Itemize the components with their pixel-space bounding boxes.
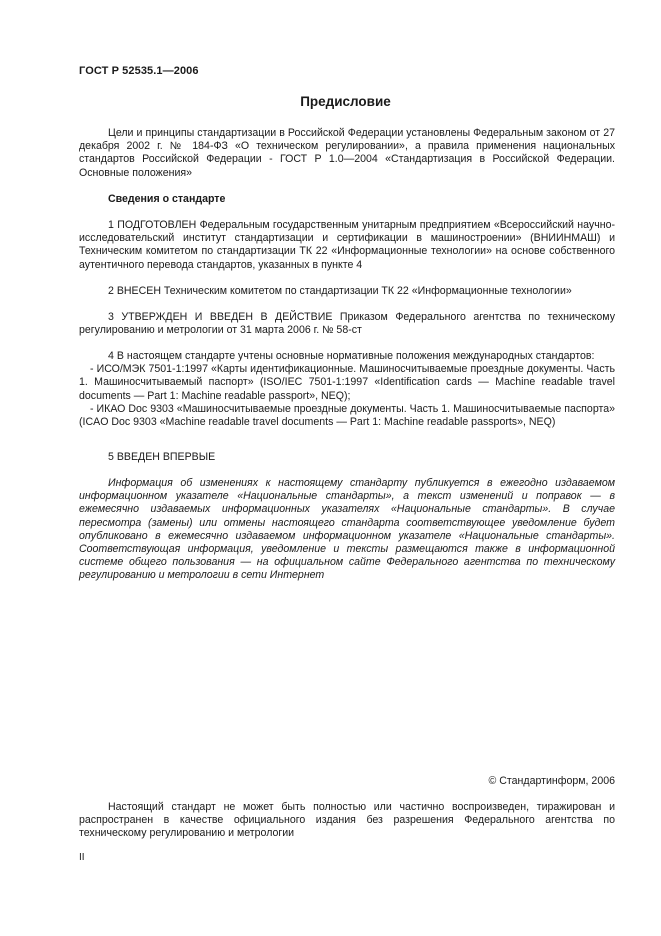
item-4-international-standards [79,350,615,429]
legal-notice: Настоящий стандарт не может быть полностью или частично воспроизведен, тиражирован и распространен в качестве официального издания без разрешения Федерального агентства по техническому регулированию и метрологии [79,801,615,840]
amendments-notice: Информация об изменениях к настоящему стандарту публикуется в ежегодно издаваемом информационном указателе «Национальные стандарты», а текст изменений и поправок — в ежемесячно издаваемых информационных указателях «Национальные стандарты». В случае пересмотра (замены) или отмены настоящего стандарта соответствующее уведомление будет опубликовано в ежемесячно издаваемом информационном указателе «Национальные стандарты». Соответствующая информация, уведомление и тексты размещаются также в информационной системе общего пользования — на официальном сайте Федерального агентства по техническому регулированию и метрологии в сети Интернет [79,477,615,582]
item-4-reference-icao: - ИКАО Doc 9303 «Машиносчитываемые проездные документы. Часть 1. Машиносчитываемые паспорта» (ICAO Doc 9303 «Machine readable travel documents — Part 1: Machine readable passports», NEQ) [79,402,615,429]
section-heading: Сведения о стандарте [108,193,226,205]
intro-paragraph: Цели и принципы стандартизации в Российской Федерации установлены Федеральным законом от 27 декабря 2002 г. № 184-ФЗ «О техническом регулировании», а правила применения национальных стандартов Российской Федерации - ГОСТ Р 1.0—2004 «Стандартизация в Российской Федерации. Основные положения» [79,127,615,179]
item-4-reference-iso: - ИСО/МЭК 7501-1:1997 «Карты идентификационные. Машиносчитываемые проездные документы. Часть 1. Машиносчитываемый паспорт» (ISO/IEC 7501-1:1997 «Identification cards — Machine readable travel documents — Part 1: Machine readable passport», NEQ); [79,363,615,402]
item-5-first-introduced: 5 ВВЕДЕН ВПЕРВЫЕ [108,451,216,463]
item-3-approved: 3 УТВЕРЖДЕН И ВВЕДЕН В ДЕЙСТВИЕ Приказом Федерального агентства по техническому регулированию и метрологии от 31 марта 2006 г. № 58-ст [79,311,615,337]
document-header: ГОСТ Р 52535.1—2006 [79,65,199,77]
copyright-notice: © Стандартинформ, 2006 [488,775,615,787]
page-title: Предисловие [300,94,391,109]
item-1-prepared-by: 1 ПОДГОТОВЛЕН Федеральным государственным унитарным предприятием «Всероссийский научно-исследовательский институт стандартизации и сертификации в машиностроении» (ВНИИНМАШ) и Техническим комитетом по стандартизации ТК 22 «Информационные технологии» на основе собственного аутентичного перевода стандартов, указанных в пункте 4 [79,219,615,271]
page-number: II [79,852,85,863]
item-4-lead: 4 В настоящем стандарте учтены основные нормативные положения международных стандартов: [108,350,595,362]
item-2-submitted-by: 2 ВНЕСЕН Техническим комитетом по стандартизации ТК 22 «Информационные технологии» [108,285,572,297]
